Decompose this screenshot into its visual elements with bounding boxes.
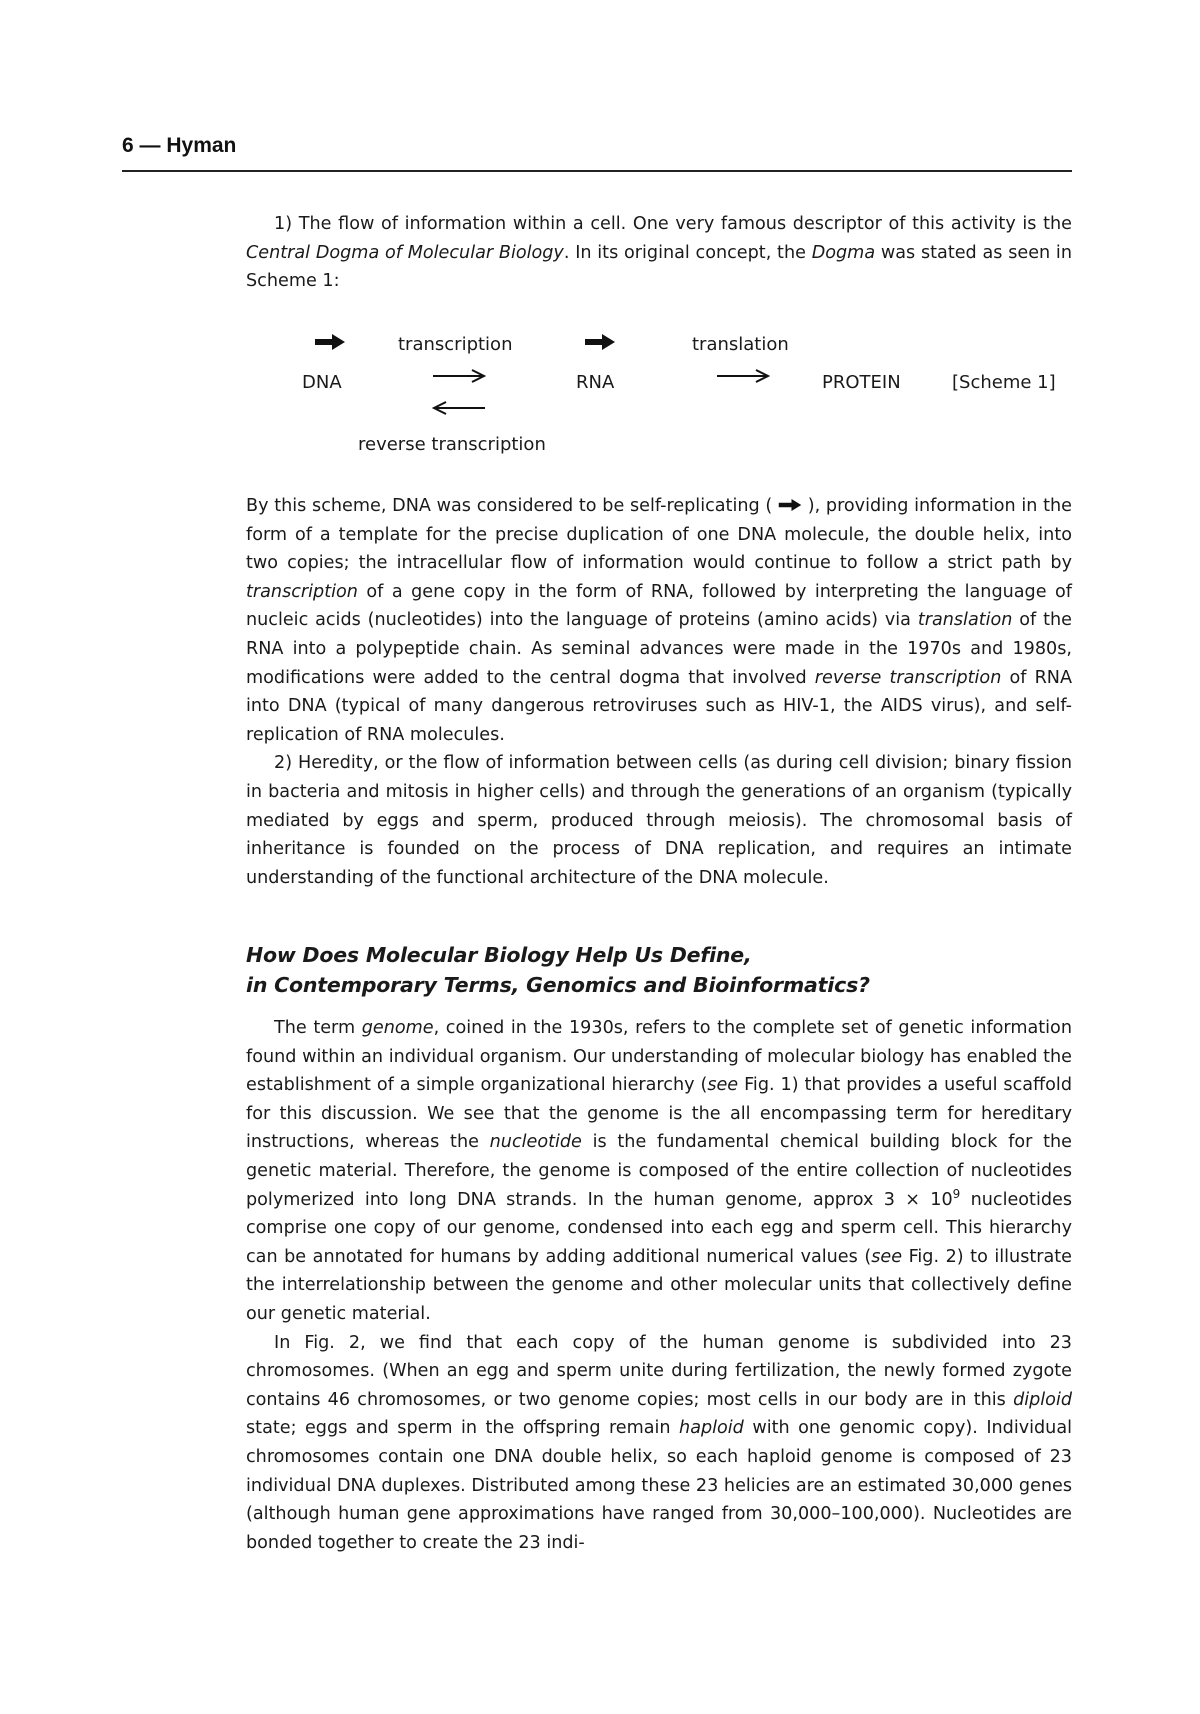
emphasis-dogma: Dogma	[811, 242, 876, 263]
transcription-label: transcription	[398, 334, 513, 355]
section-heading-line-2: in Contemporary Terms, Genomics and Bioinformatics?	[246, 973, 870, 997]
scheme-1-diagram	[246, 328, 1072, 468]
text-span: ), providing information in the form of a template for the precise duplication of one DNA molecule, the double helix, into two copies; the intracellular flow of information would continue to follow a strict path by	[246, 496, 1073, 574]
text-span: 1) The flow of information within a cell. One very famous descriptor of this activity is the	[274, 214, 1072, 234]
scheme-number-label: [Scheme 1]	[952, 372, 1056, 393]
text-span: , coined in the 1930s, refers to the complete set of genetic information found within an individual organism. Our understanding of molecular biology has enabled the establishment of a simple organizational hierarchy (	[246, 1018, 1072, 1096]
text-span: with one genomic copy). Individual chromosomes contain one DNA double helix, so each haploid genome is composed of 23 individual DNA duplexes. Distributed among these 23 helicies are an estimated 30,000 genes (although human gene approximations have ranged from 30,000–100,000). Nucleotides are bonded together to create the 23 indi-	[246, 1418, 1072, 1553]
paragraph-genome	[246, 1014, 1072, 1329]
section-heading-line-1: How Does Molecular Biology Help Us Define,	[246, 943, 752, 967]
paragraph-chromosomes	[246, 1329, 1072, 1558]
emphasis-see: see	[871, 1246, 903, 1267]
running-head: 6 — Hyman	[122, 134, 237, 157]
transcription-arrow-icon	[432, 368, 486, 384]
emphasis-see: see	[707, 1075, 739, 1096]
text-span: . In its original concept, the	[563, 242, 812, 263]
protein-label: PROTEIN	[822, 372, 901, 393]
emphasis-genome: genome	[361, 1018, 434, 1038]
header-rule	[122, 170, 1072, 172]
emphasis-translation: translation	[917, 610, 1013, 631]
self-replication-arrow-icon	[314, 333, 346, 351]
emphasis-diploid: diploid	[1013, 1389, 1072, 1410]
text-span: is the fundamental chemical building block for the genetic material. Therefore, the genome is composed of the entire collection of nucleotides polymerized into long DNA strands. In the human genome, approx 3 × 10	[246, 1132, 1072, 1210]
text-span: The term	[274, 1018, 362, 1038]
text-span: was stated as seen in Scheme 1:	[246, 242, 1072, 292]
intro-paragraph	[246, 210, 1072, 296]
section-block	[246, 940, 1072, 1557]
text-span: state; eggs and sperm in the offspring remain	[246, 1418, 680, 1439]
body-block	[246, 492, 1072, 892]
self-replication-arrow-icon	[584, 333, 616, 351]
exponent: 9	[952, 1186, 961, 1201]
intro-block	[246, 210, 1072, 296]
text-span: nucleotides comprise one copy of our genome, condensed into each egg and sperm cell. This hierarchy can be annotated for humans by adding additional numerical values (	[246, 1189, 1072, 1267]
emphasis-central-dogma: Central Dogma of Molecular Biology	[246, 242, 564, 263]
emphasis-nucleotide: nucleotide	[489, 1132, 582, 1153]
rna-label: RNA	[576, 372, 615, 393]
section-heading	[246, 940, 1072, 1000]
emphasis-reverse-transcription: reverse transcription	[814, 667, 1002, 688]
text-span: Fig. 2) to illustrate the interrelationship between the genome and other molecular units that collectively define our genetic material.	[246, 1246, 1072, 1324]
text-span: In Fig. 2, we find that each copy of the human genome is subdivided into 23 chromosomes. (When an egg and sperm unite during fertilization, the newly formed zygote contains 46 chromosomes, or two genome copies; most cells in our body are in this	[246, 1332, 1072, 1410]
paragraph-heredity: 2) Heredity, or the flow of information between cells (as during cell division; binary fission in bacteria and mitosis in higher cells) and through the generations of an organism (typically mediated by eggs and sperm, produced through meiosis). The chromosomal basis of inheritance is founded on the process of DNA replication, and requires an intimate understanding of the functional architecture of the DNA molecule.	[246, 753, 1072, 888]
translation-label: translation	[692, 334, 789, 355]
text-span: of RNA into DNA (typical of many dangerous retroviruses such as HIV-1, the AIDS virus), and self-replication of RNA molecules.	[246, 667, 1072, 745]
emphasis-haploid: haploid	[679, 1418, 744, 1439]
reverse-transcription-arrow-icon	[432, 400, 486, 416]
paragraph-scheme-explanation	[246, 492, 1072, 749]
translation-arrow-icon	[716, 368, 770, 384]
reverse-transcription-label: reverse transcription	[358, 434, 546, 455]
text-span: By this scheme, DNA was considered to be self-replicating (	[246, 496, 778, 516]
self-replication-arrow-icon	[778, 498, 802, 512]
text-span: of a gene copy in the form of RNA, followed by interpreting the language of nucleic acids (nucleotides) into the language of proteins (amino acids) via	[246, 581, 1072, 631]
emphasis-transcription: transcription	[246, 581, 358, 602]
text-span: Fig. 1) that provides a useful scaffold for this discussion. We see that the genome is the all encompassing term for hereditary instructions, whereas the	[246, 1075, 1072, 1153]
dna-label: DNA	[302, 372, 342, 393]
text-span: of the RNA into a polypeptide chain. As seminal advances were made in the 1970s and 1980s, modifications were added to the central dogma that involved	[246, 610, 1072, 688]
